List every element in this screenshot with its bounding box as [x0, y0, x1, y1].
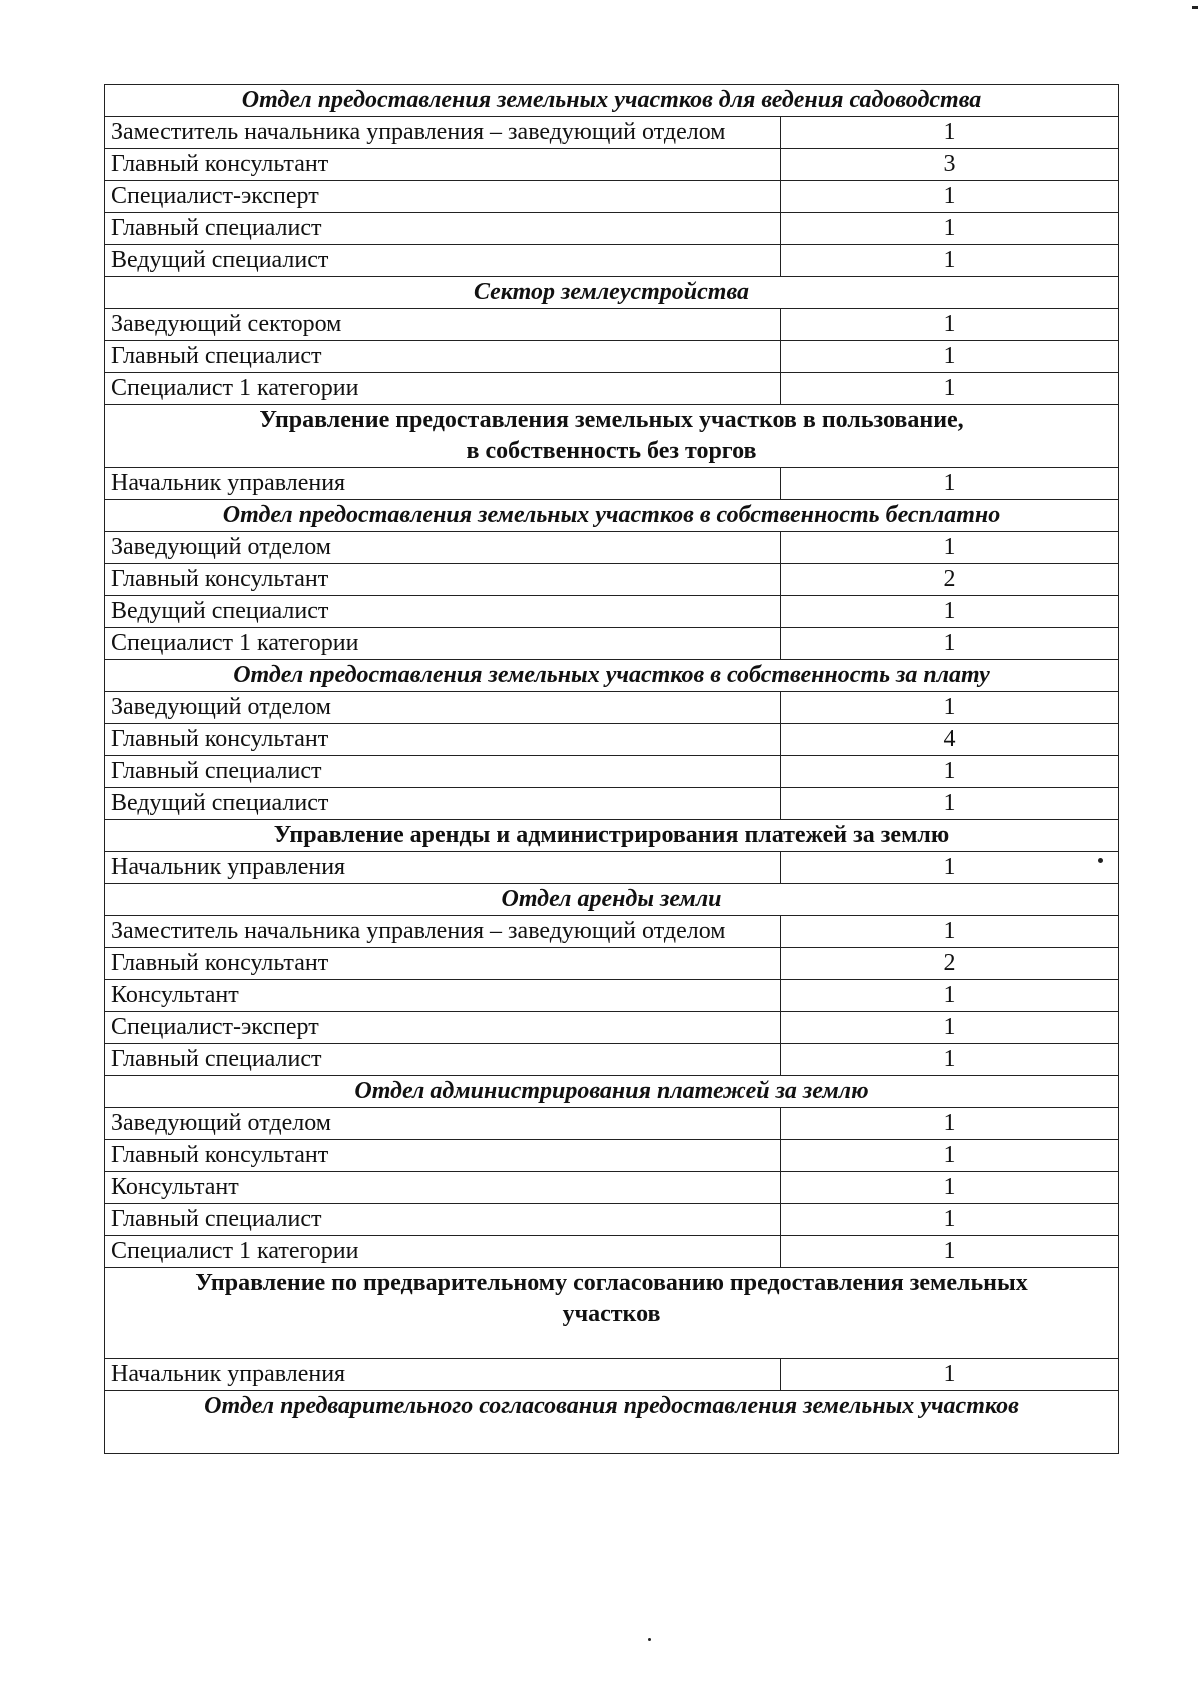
department-title-line: участков [562, 1301, 661, 1327]
table-row [105, 117, 1119, 149]
section-title: Отдел предоставления земельных участков для ведения садоводства [105, 85, 1119, 117]
section-title: Отдел предоставления земельных участков в собственность бесплатно [105, 500, 1119, 532]
count-cell: 3 [781, 149, 1119, 181]
position-cell: Главный специалист [105, 1044, 781, 1076]
position-cell: Консультант [105, 980, 781, 1012]
position-cell: Ведущий специалист [105, 788, 781, 820]
position-cell: Заведующий отделом [105, 532, 781, 564]
table-row [105, 1044, 1119, 1076]
count-cell: 2 [781, 564, 1119, 596]
position-cell: Начальник управления [105, 1359, 781, 1391]
table-row [105, 724, 1119, 756]
section-row [105, 660, 1119, 692]
table-row [105, 628, 1119, 660]
count-cell: 1 [781, 628, 1119, 660]
table-row [105, 852, 1119, 884]
section-title: Отдел предоставления земельных участков в собственность за плату [105, 660, 1119, 692]
section-row [105, 500, 1119, 532]
section-row [105, 1076, 1119, 1108]
table-row [105, 948, 1119, 980]
section-title: Отдел предварительного согласования предоставления земельных участков [105, 1391, 1119, 1454]
position-cell: Главный специалист [105, 756, 781, 788]
section-title: Отдел аренды земли [105, 884, 1119, 916]
count-cell: 1 [781, 916, 1119, 948]
table-row [105, 341, 1119, 373]
count-cell: 1 [781, 1204, 1119, 1236]
table-row [105, 1172, 1119, 1204]
count-cell: 1 [781, 852, 1119, 884]
table-row [105, 916, 1119, 948]
count-cell: 1 [781, 117, 1119, 149]
position-cell: Специалист 1 категории [105, 1236, 781, 1268]
position-cell: Главный специалист [105, 213, 781, 245]
table-row [105, 213, 1119, 245]
table-row [105, 181, 1119, 213]
count-cell: 1 [781, 245, 1119, 277]
scan-speck [1098, 858, 1103, 863]
count-cell: 1 [781, 756, 1119, 788]
department-title-line: в собственность без торгов [466, 438, 757, 464]
position-cell: Главный специалист [105, 1204, 781, 1236]
count-cell: 1 [781, 692, 1119, 724]
count-cell: 1 [781, 596, 1119, 628]
count-cell: 1 [781, 309, 1119, 341]
position-cell: Главный консультант [105, 724, 781, 756]
table-row [105, 1359, 1119, 1391]
department-title: Управление аренды и администрирования платежей за землю [105, 820, 1119, 852]
table-row [105, 1012, 1119, 1044]
position-cell: Главный консультант [105, 149, 781, 181]
section-title: Отдел администрирования платежей за землю [105, 1076, 1119, 1108]
department-row [105, 1268, 1119, 1359]
table-row [105, 1108, 1119, 1140]
table-row [105, 692, 1119, 724]
count-cell: 1 [781, 1012, 1119, 1044]
table-row [105, 1204, 1119, 1236]
count-cell: 1 [781, 1044, 1119, 1076]
count-cell: 1 [781, 532, 1119, 564]
count-cell: 1 [781, 1359, 1119, 1391]
table-row [105, 980, 1119, 1012]
table-row [105, 245, 1119, 277]
department-title [105, 405, 1119, 468]
count-cell: 1 [781, 468, 1119, 500]
table-row [105, 149, 1119, 181]
position-cell: Главный консультант [105, 1140, 781, 1172]
count-cell: 1 [781, 788, 1119, 820]
position-cell: Специалист 1 категории [105, 373, 781, 405]
position-cell: Заместитель начальника управления – заведующий отделом [105, 117, 781, 149]
count-cell: 1 [781, 373, 1119, 405]
count-cell: 1 [781, 1140, 1119, 1172]
position-cell: Специалист-эксперт [105, 181, 781, 213]
table-row [105, 532, 1119, 564]
table-row [105, 309, 1119, 341]
position-cell: Начальник управления [105, 852, 781, 884]
position-cell: Специалист 1 категории [105, 628, 781, 660]
staff-table [104, 84, 1119, 1454]
table-row [105, 788, 1119, 820]
section-row [105, 884, 1119, 916]
table-row [105, 756, 1119, 788]
position-cell: Заместитель начальника управления – заведующий отделом [105, 916, 781, 948]
section-row [105, 85, 1119, 117]
department-title-line: Управление предоставления земельных участков в пользование, [259, 407, 964, 433]
position-cell: Заведующий сектором [105, 309, 781, 341]
position-cell: Главный консультант [105, 948, 781, 980]
department-title-line: Управление по предварительному согласованию предоставления земельных [195, 1270, 1028, 1296]
position-cell: Консультант [105, 1172, 781, 1204]
count-cell: 4 [781, 724, 1119, 756]
count-cell: 1 [781, 213, 1119, 245]
count-cell: 1 [781, 1108, 1119, 1140]
table-row [105, 468, 1119, 500]
table-row [105, 1236, 1119, 1268]
position-cell: Главный консультант [105, 564, 781, 596]
department-title [105, 1268, 1119, 1359]
count-cell: 1 [781, 1236, 1119, 1268]
position-cell: Главный специалист [105, 341, 781, 373]
department-row [105, 820, 1119, 852]
section-title: Сектор землеустройства [105, 277, 1119, 309]
position-cell: Начальник управления [105, 468, 781, 500]
position-cell: Специалист-эксперт [105, 1012, 781, 1044]
position-cell: Ведущий специалист [105, 245, 781, 277]
count-cell: 1 [781, 1172, 1119, 1204]
table-row [105, 564, 1119, 596]
count-cell: 1 [781, 980, 1119, 1012]
table-row [105, 596, 1119, 628]
scan-speck [1192, 6, 1198, 9]
table-row [105, 1140, 1119, 1172]
position-cell: Заведующий отделом [105, 692, 781, 724]
scan-speck [648, 1638, 651, 1641]
count-cell: 1 [781, 341, 1119, 373]
table-row [105, 373, 1119, 405]
section-row [105, 277, 1119, 309]
position-cell: Ведущий специалист [105, 596, 781, 628]
position-cell: Заведующий отделом [105, 1108, 781, 1140]
count-cell: 1 [781, 181, 1119, 213]
department-row [105, 405, 1119, 468]
count-cell: 2 [781, 948, 1119, 980]
section-row [105, 1391, 1119, 1454]
